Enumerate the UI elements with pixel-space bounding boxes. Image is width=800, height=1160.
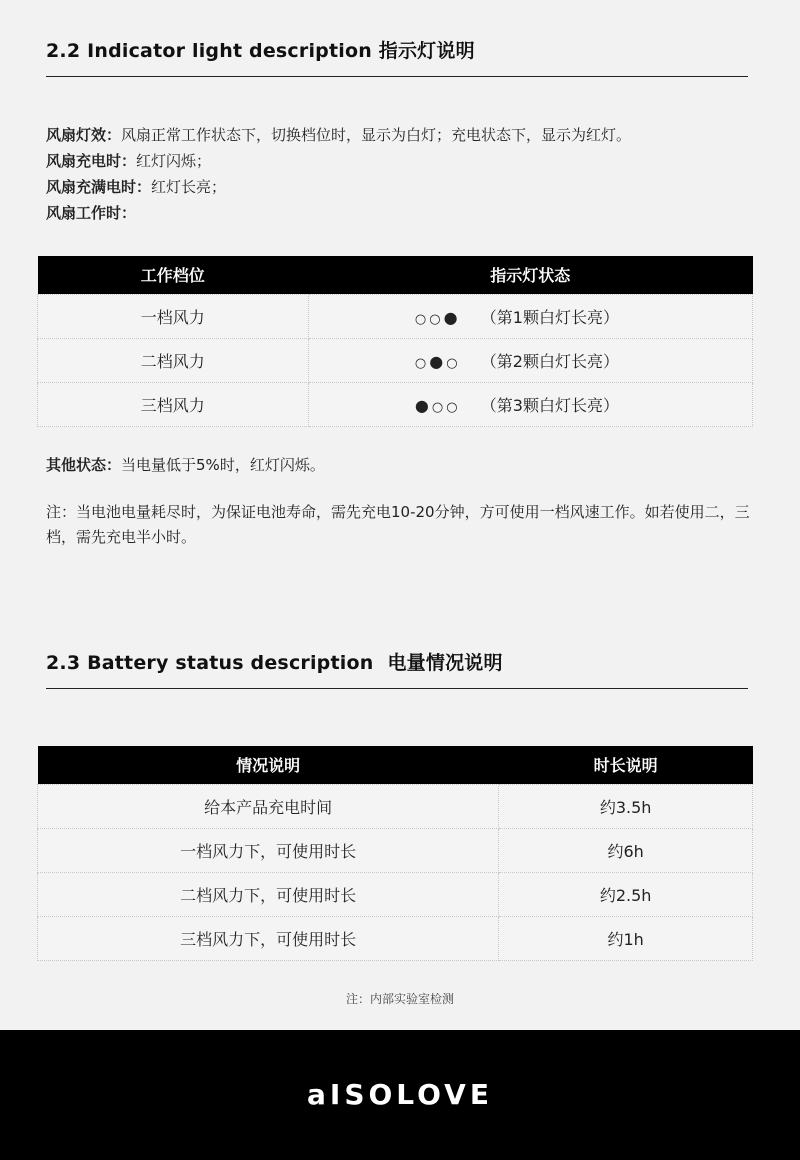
dot-icon: ○ [446, 355, 461, 371]
section-title-indicator [46, 36, 475, 63]
desc-label: 风扇充满电时： [46, 178, 152, 196]
indicator-description [46, 122, 631, 226]
indicator-cell [308, 294, 753, 338]
section-title-cn: 电量情况说明 [387, 652, 503, 674]
other-status-text: 当电量低于5%时，红灯闪烁。 [121, 456, 325, 474]
gear-cell: 一档风力 [38, 294, 309, 338]
battery-note: 注：当电池电量耗尽时，为保证电池寿命，需先充电10-20分钟，方可使用一档风速工作。如若使用二，三档，需先充电半小时。 [46, 503, 750, 546]
dot-icon: ○ [446, 399, 461, 415]
indicator-dots [400, 396, 476, 415]
condition-cell: 给本产品充电时间 [38, 784, 499, 828]
table-row [38, 784, 753, 828]
brand-logo: aISOLOVE [307, 1078, 493, 1111]
desc-line [46, 174, 631, 200]
desc-line [46, 148, 631, 174]
section-divider [46, 688, 748, 689]
table-row [38, 382, 753, 426]
section-title-cn: 指示灯说明 [378, 40, 475, 62]
dot-icon: ● [429, 351, 447, 371]
section-divider [46, 76, 748, 77]
dot-icon: ○ [414, 311, 430, 327]
status-text: （第1颗白灯长亮） [480, 307, 619, 327]
table-row [38, 872, 753, 916]
desc-line [46, 122, 631, 148]
dot-icon: ● [443, 307, 461, 327]
other-status-label: 其他状态： [46, 456, 122, 474]
status-text: （第3颗白灯长亮） [480, 395, 619, 415]
indicator-cell [308, 382, 753, 426]
dot-icon: ○ [414, 355, 430, 371]
duration-cell: 约3.5h [499, 784, 753, 828]
dot-icon: ● [414, 395, 432, 415]
section-title-en: 2.3 Battery status description [46, 652, 374, 674]
desc-text: 风扇正常工作状态下，切换档位时，显示为白灯；充电状态下，显示为红灯。 [121, 126, 632, 144]
duration-cell: 约1h [499, 916, 753, 960]
section-title-battery [46, 648, 503, 675]
desc-label: 风扇充电时： [46, 152, 137, 170]
desc-line [46, 200, 631, 226]
dot-icon: ○ [429, 311, 444, 327]
table-row [38, 828, 753, 872]
table-row [38, 916, 753, 960]
table-header-row [38, 746, 753, 784]
battery-table [37, 746, 753, 961]
table-header-row [38, 256, 753, 294]
other-status [46, 452, 325, 478]
desc-text: 红灯闪烁； [136, 152, 212, 170]
desc-label: 风扇灯效： [46, 126, 122, 144]
indicator-dots [400, 352, 476, 371]
lab-footnote: 注：内部实验室检测 [345, 992, 454, 1006]
table-row [38, 338, 753, 382]
duration-cell: 约2.5h [499, 872, 753, 916]
section-title-en: 2.2 Indicator light description [46, 40, 372, 62]
condition-cell: 三档风力下，可使用时长 [38, 916, 499, 960]
table-header: 时长说明 [499, 746, 753, 784]
table-header: 情况说明 [38, 746, 499, 784]
indicator-table [37, 256, 753, 427]
gear-cell: 三档风力 [38, 382, 309, 426]
dot-icon: ○ [431, 399, 447, 415]
desc-label: 风扇工作时： [46, 204, 137, 222]
gear-cell: 二档风力 [38, 338, 309, 382]
condition-cell: 二档风力下，可使用时长 [38, 872, 499, 916]
table-header: 指示灯状态 [308, 256, 753, 294]
table-row [38, 294, 753, 338]
status-text: （第2颗白灯长亮） [480, 351, 619, 371]
indicator-dots [400, 308, 476, 327]
condition-cell: 一档风力下，可使用时长 [38, 828, 499, 872]
table-header: 工作档位 [38, 256, 309, 294]
desc-text: 红灯长亮； [151, 178, 227, 196]
duration-cell: 约6h [499, 828, 753, 872]
indicator-cell [308, 338, 753, 382]
